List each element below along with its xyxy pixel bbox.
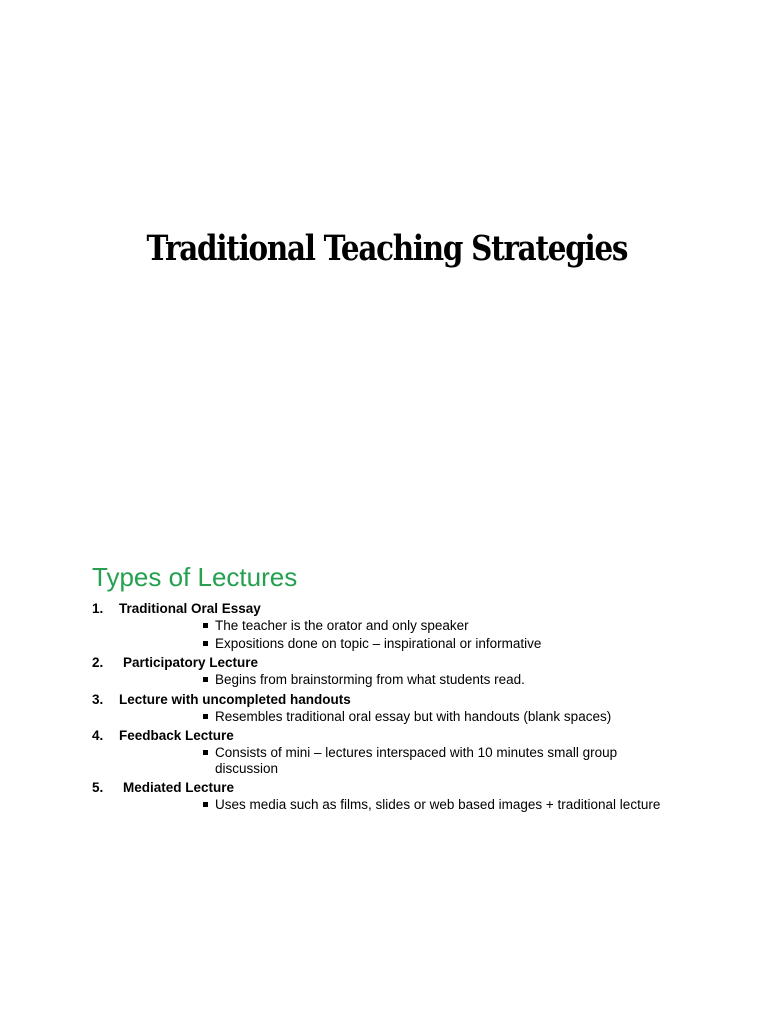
- item-number: 4.: [92, 728, 104, 743]
- item-label: Feedback Lecture: [119, 728, 234, 743]
- sub-item-text: Expositions done on topic – inspirational or informative: [215, 635, 542, 651]
- sub-item: [201, 636, 692, 652]
- lecture-types-list: [92, 600, 692, 816]
- list-item: [92, 691, 692, 725]
- square-bullet-icon: [201, 618, 215, 634]
- list-item: [92, 727, 692, 776]
- sub-item: [201, 797, 692, 813]
- sub-list: [92, 797, 692, 813]
- item-label: Traditional Oral Essay: [119, 601, 261, 616]
- page-title: Traditional Teaching Strategies: [146, 228, 628, 269]
- list-item: [92, 600, 692, 651]
- sub-item-text: Begins from brainstorming from what students read.: [215, 672, 525, 687]
- square-bullet-icon: [201, 672, 215, 688]
- square-bullet-icon: [201, 797, 215, 813]
- square-bullet-icon: [201, 709, 215, 725]
- sub-item-text: Uses media such as films, slides or web based images + traditional lecture: [215, 797, 661, 812]
- item-label: Mediated Lecture: [123, 780, 235, 795]
- sub-list: [92, 709, 692, 725]
- sub-item: [201, 618, 692, 634]
- sub-item: [201, 745, 692, 776]
- square-bullet-icon: [201, 745, 215, 776]
- sub-item-text: Resembles traditional oral essay but with handouts (blank spaces): [215, 708, 612, 724]
- list-item: [92, 654, 692, 688]
- item-number: 2.: [92, 655, 104, 670]
- item-label: Lecture with uncompleted handouts: [119, 691, 351, 707]
- sub-item: [201, 709, 692, 725]
- sub-item: [201, 672, 692, 688]
- sub-list: [92, 672, 692, 688]
- list-item: [92, 779, 692, 813]
- square-bullet-icon: [201, 636, 215, 652]
- item-number: 1.: [92, 601, 104, 616]
- item-number: 5.: [92, 780, 104, 795]
- item-label: Participatory Lecture: [123, 655, 259, 670]
- sub-item-text: The teacher is the orator and only speaker: [215, 618, 469, 633]
- section-heading: Types of Lectures: [92, 562, 298, 592]
- item-number: 3.: [92, 691, 104, 707]
- sub-list: [92, 618, 692, 651]
- sub-list: [92, 745, 692, 776]
- sub-item-text: Consists of mini – lectures interspaced with 10 minutes small group discussion: [215, 745, 618, 776]
